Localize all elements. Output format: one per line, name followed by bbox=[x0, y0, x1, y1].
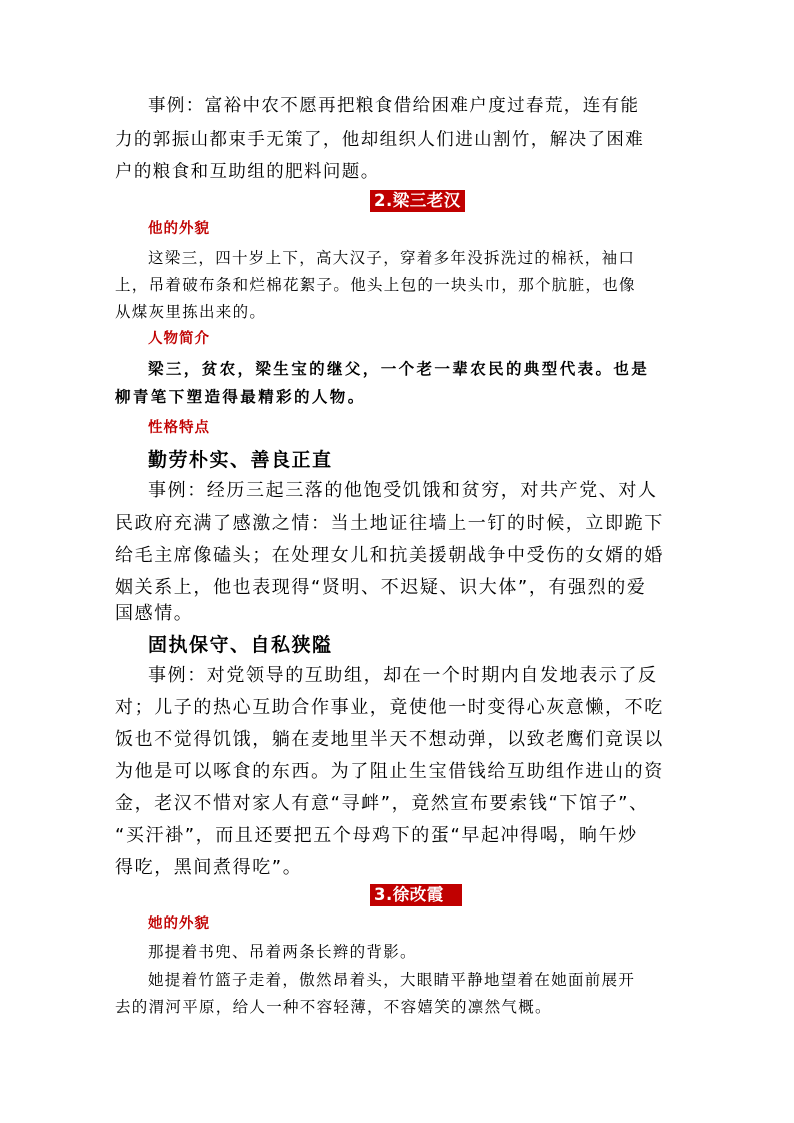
trait-text-line: 事例：经历三起三落的他饱受饥饿和贫穷，对共产党、对人 bbox=[148, 480, 658, 501]
trait-text-line: 事例：对党领导的互助组，却在一个时期内自发地表示了反 bbox=[148, 665, 658, 686]
appearance-text-line: 这梁三，四十岁上下，高大汉子，穿着多年没拆洗过的棉袄，袖口 bbox=[148, 249, 636, 267]
trait-text-line: 姻关系上，他也表现得“贤明、不迟疑、识大体”，有强烈的爱 bbox=[115, 577, 647, 598]
traits-heading: 性格特点 bbox=[148, 420, 210, 436]
trait-text-line: 民政府充满了感激之情：当土地证往墙上一钉的时候，立即跪下 bbox=[115, 513, 664, 534]
trait-text-line: 国感情。 bbox=[115, 603, 194, 624]
appearance-heading: 她的外貌 bbox=[148, 916, 210, 932]
intro-text-line: 梁三，贫农，梁生宝的继父，一个老一辈农民的典型代表。也是 bbox=[148, 360, 650, 378]
trait-text-line: 给毛主席像磕头；在处理女儿和抗美援朝战争中受伤的女婿的婚 bbox=[115, 545, 664, 566]
section-title-xu-gaixia: 3.徐改霞 bbox=[370, 884, 462, 906]
appearance-text-line: 从煤灰里拣出来的。 bbox=[115, 303, 267, 321]
example-text-line: 力的郭振山都束手无策了，他却组织人们进山割竹，解决了困难 bbox=[115, 130, 645, 150]
trait-text-line: 得吃，黑间煮得吃”。 bbox=[115, 857, 303, 878]
trait-text-line: “买汗褂”，而且还要把五个母鸡下的蛋“早起冲得喝，晌午炒 bbox=[115, 825, 638, 846]
appearance-text-line: 她提着竹篮子走着，傲然昂着头，大眼睛平静地望着在她面前展开 bbox=[148, 971, 636, 989]
intro-text-line: 柳青笔下塑造得最精彩的人物。 bbox=[115, 388, 366, 406]
trait-title: 勤劳朴实、善良正直 bbox=[148, 449, 333, 471]
appearance-text-line: 去的渭河平原，给人一种不容轻薄，不容嬉笑的凛然气概。 bbox=[115, 998, 552, 1016]
trait-title: 固执保守、自私狭隘 bbox=[148, 634, 333, 656]
appearance-text-line: 上，吊着破布条和烂棉花絮子。他头上包的一块头巾，那个肮脏，也像 bbox=[115, 276, 636, 294]
trait-text-line: 为他是可以啄食的东西。为了阻止生宝借钱给互助组作进山的资 bbox=[115, 761, 664, 782]
trait-text-line: 饭也不觉得饥饿，躺在麦地里半天不想动弹，以致老鹰们竟误以 bbox=[115, 729, 664, 750]
section-title-liang-san: 2.梁三老汉 bbox=[370, 190, 465, 212]
intro-heading: 人物简介 bbox=[148, 331, 210, 347]
trait-text-line: 金，老汉不惜对家人有意“寻衅”，竟然宣布要索钱“下馆子”、 bbox=[115, 793, 649, 814]
appearance-heading: 他的外貌 bbox=[148, 221, 210, 237]
appearance-text-line: 那提着书兜、吊着两条长辫的背影。 bbox=[148, 943, 417, 961]
example-text-line: 事例：富裕中农不愿再把粮食借给困难户度过春荒，连有能 bbox=[148, 96, 640, 116]
trait-text-line: 对；儿子的热心互助合作事业，竟使他一时变得心灰意懒，不吃 bbox=[115, 697, 664, 718]
example-text-line: 户的粮食和互助组的肥料问题。 bbox=[115, 162, 380, 182]
